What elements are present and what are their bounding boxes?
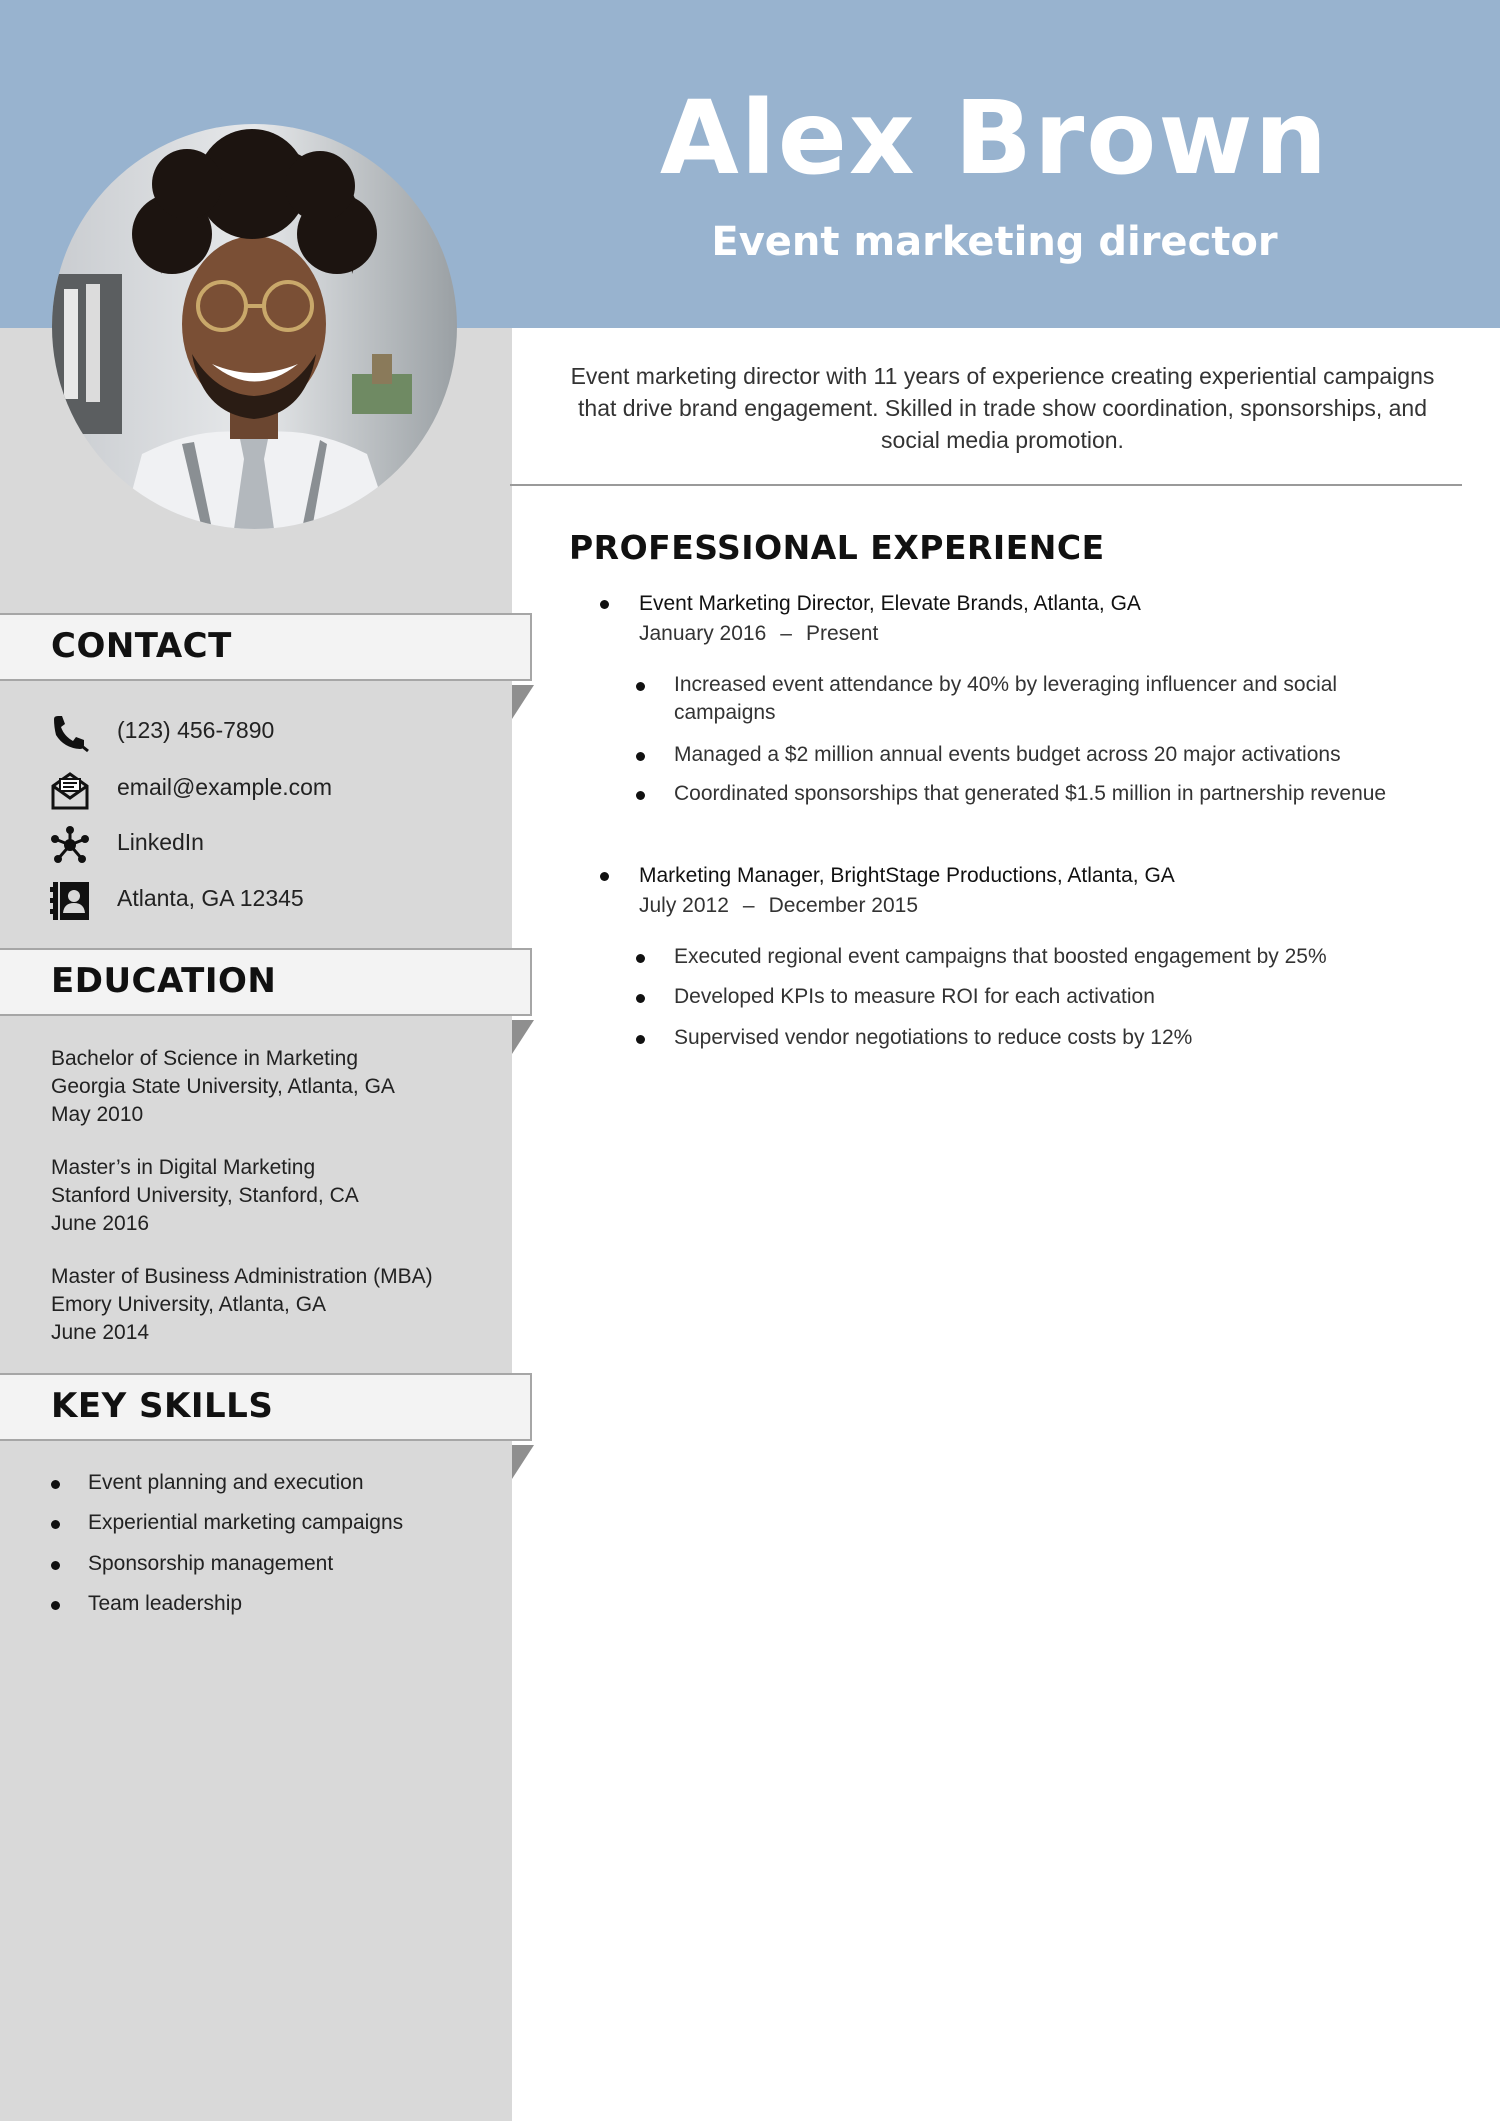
contact-phone (50, 713, 490, 753)
summary-divider (510, 484, 1462, 486)
contact-linkedin (50, 825, 490, 865)
school: Emory University, Atlanta, GA (51, 1293, 327, 1316)
network-icon (50, 825, 90, 865)
bullet-icon (600, 600, 609, 609)
education-tab (0, 948, 532, 1016)
education-tab-fold (512, 1020, 534, 1054)
job-start: January 2016 (639, 622, 767, 645)
job-end: Present (805, 622, 879, 645)
achievement-text: Supervised vendor negotiations to reduce costs by 12% (674, 1026, 1193, 1049)
job-dates (639, 620, 878, 648)
achievement-text: Increased event attendance by 40% by leveraging influencer and social campaigns (674, 673, 1338, 724)
phone-icon (50, 713, 90, 753)
skill-text: Event planning and execution (88, 1471, 364, 1494)
job-end: December 2015 (768, 894, 919, 917)
address-book-icon (50, 881, 90, 921)
date-separator: – (742, 894, 755, 917)
skill-text: Experiential marketing campaigns (88, 1511, 404, 1534)
bullet-icon (636, 682, 645, 691)
bullet-icon (51, 1601, 60, 1610)
degree: Bachelor of Science in Marketing (51, 1047, 358, 1070)
education-heading: EDUCATION (51, 961, 277, 1001)
candidate-name: Alex Brown (659, 79, 1330, 198)
contact-email (50, 770, 490, 810)
skills-heading: KEY SKILLS (51, 1386, 274, 1426)
achievement-text: Coordinated sponsorships that generated $1.5 million in partnership revenue (674, 782, 1387, 805)
email-text: email@example.com (117, 774, 333, 800)
bullet-icon (636, 1035, 645, 1044)
contact-tab (0, 613, 532, 681)
education-entry (51, 1263, 491, 1347)
school: Georgia State University, Atlanta, GA (51, 1075, 395, 1098)
job-dates (639, 892, 918, 920)
candidate-title: Event marketing director (711, 219, 1278, 265)
bullet-icon (51, 1480, 60, 1489)
skills-tab-fold (512, 1445, 534, 1479)
school: Stanford University, Stanford, CA (51, 1184, 359, 1207)
education-entry (51, 1045, 491, 1129)
skill-text: Sponsorship management (88, 1552, 334, 1575)
skills-tab (0, 1373, 532, 1441)
job-title: Event Marketing Director, Elevate Brands, Atlanta, GA (639, 592, 1141, 615)
profile-photo (52, 124, 457, 529)
achievement-text: Managed a $2 million annual events budget across 20 major activations (674, 743, 1341, 766)
education-entry (51, 1154, 491, 1238)
graduation-date: May 2010 (51, 1103, 144, 1126)
contact-heading: CONTACT (51, 626, 232, 666)
graduation-date: June 2016 (51, 1212, 150, 1235)
bullet-icon (51, 1561, 60, 1570)
job-title: Marketing Manager, BrightStage Productions, Atlanta, GA (639, 864, 1175, 887)
bullet-icon (636, 791, 645, 800)
bullet-icon (600, 872, 609, 881)
bullet-icon (51, 1520, 60, 1529)
bullet-icon (636, 954, 645, 963)
graduation-date: June 2014 (51, 1321, 150, 1344)
degree: Master’s in Digital Marketing (51, 1156, 316, 1179)
degree: Master of Business Administration (MBA) (51, 1265, 433, 1288)
linkedin-text: LinkedIn (117, 829, 204, 855)
skill-text: Team leadership (88, 1592, 243, 1615)
envelope-icon (50, 770, 90, 810)
professional-summary: Event marketing director with 11 years of experience creating experiential campaigns that drive brand engagement. Skilled in trade show coordination, sponsorships, and social media promotion. (570, 363, 1435, 453)
achievement-text: Executed regional event campaigns that boosted engagement by 25% (674, 945, 1327, 968)
bullet-icon (636, 752, 645, 761)
experience-heading: PROFESSIONAL EXPERIENCE (569, 528, 1105, 567)
bullet-icon (636, 994, 645, 1003)
contact-address (50, 881, 490, 921)
job-start: July 2012 (639, 894, 729, 917)
date-separator: – (780, 622, 792, 645)
phone-text: (123) 456-7890 (117, 717, 275, 743)
address-text: Atlanta, GA 12345 (117, 885, 304, 911)
contact-tab-fold (512, 685, 534, 719)
achievement-text: Developed KPIs to measure ROI for each activation (674, 985, 1155, 1008)
